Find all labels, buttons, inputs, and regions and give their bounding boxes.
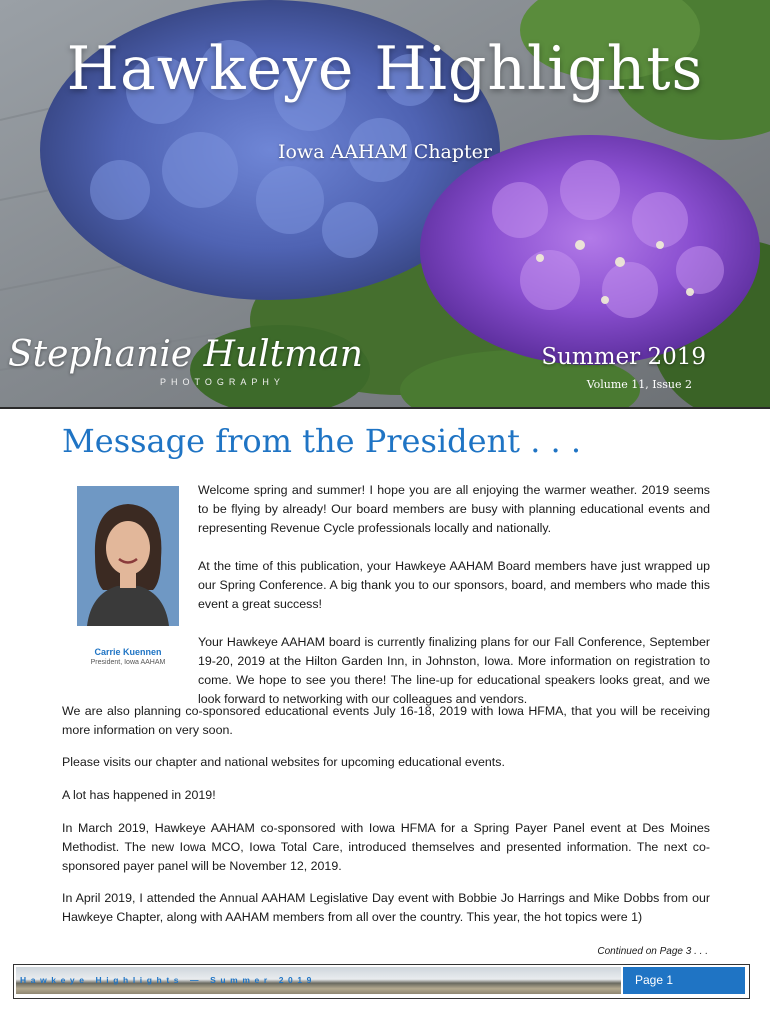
portrait-caption-name: Carrie Kuennen [94,647,162,657]
article-paragraph: In April 2019, I attended the Annual AAHAM Legislative Day event with Bobbie Jo Harrings and Mike Dobbs from our Hawkeye Chapter, along with AAHAM members from all over the country. This year, the hot topics were 1) [62,891,710,924]
article-paragraph: In March 2019, Hawkeye AAHAM co-sponsored with Iowa HFMA for a Spring Payer Panel event at Des Moines Methodist. The new Iowa MCO, Iowa Total Care, introduced themselves and presented information. The next co-sponsored payer panel will be November 12, 2019. [62,821,710,873]
photography-tagline: PHOTOGRAPHY [160,377,285,387]
portrait-illustration [77,486,179,626]
article-paragraph: Your Hawkeye AAHAM board is currently finalizing plans for our Fall Conference, September 19-20, 2019 at the Hilton Garden Inn, in Johnston, Iowa. More information on registration to come. We hope to see you there! The line-up for educational speakers looks great, and we look forward to networking with our colleagues and vendors. [198,635,710,706]
article-heading: Message from the President . . . [62,422,582,460]
masthead-divider [0,407,770,409]
article-paragraph: Welcome spring and summer! I hope you are all enjoying the warmer weather. 2019 seems to be flying by already! Our board members are busy with planning educational events and representing Revenue Cycle professionals locally and nationally. [198,483,710,535]
president-portrait [77,486,179,626]
masthead-photo [0,0,770,407]
article-paragraph: At the time of this publication, your Hawkeye AAHAM Board members have just wrapped up our Spring Conference. A big thank you to our sponsors, board, and members who made this event a great success! [198,559,710,611]
footer-running-title: Hawkeye Highlights — Summer 2019 [20,975,317,985]
page-number-badge [623,967,745,994]
page-footer [13,964,750,999]
article-paragraph: A lot has happened in 2019! [62,788,216,802]
continued-note: Continued on Page 3 . . . [597,946,708,957]
footer-landscape-strip [16,967,621,994]
issue-volume: Volume 11, Issue 2 [586,378,692,391]
article-paragraph: Please visits our chapter and national websites for upcoming educational events. [62,755,505,769]
article-paragraph: We are also planning co-sponsored educational events July 16-18, 2019 with Iowa HFMA, that you will be receiving more information on very soon. [62,704,710,737]
chapter-subtitle: Iowa AAHAM Chapter [277,141,493,163]
photographer-signature: Stephanie Hultman [8,334,363,375]
portrait-caption-role: President, Iowa AAHAM [90,659,166,666]
newsletter-title: Hawkeye Highlights [66,34,704,104]
page-number: Page 1 [635,973,674,987]
issue-season: Summer 2019 [541,344,706,370]
